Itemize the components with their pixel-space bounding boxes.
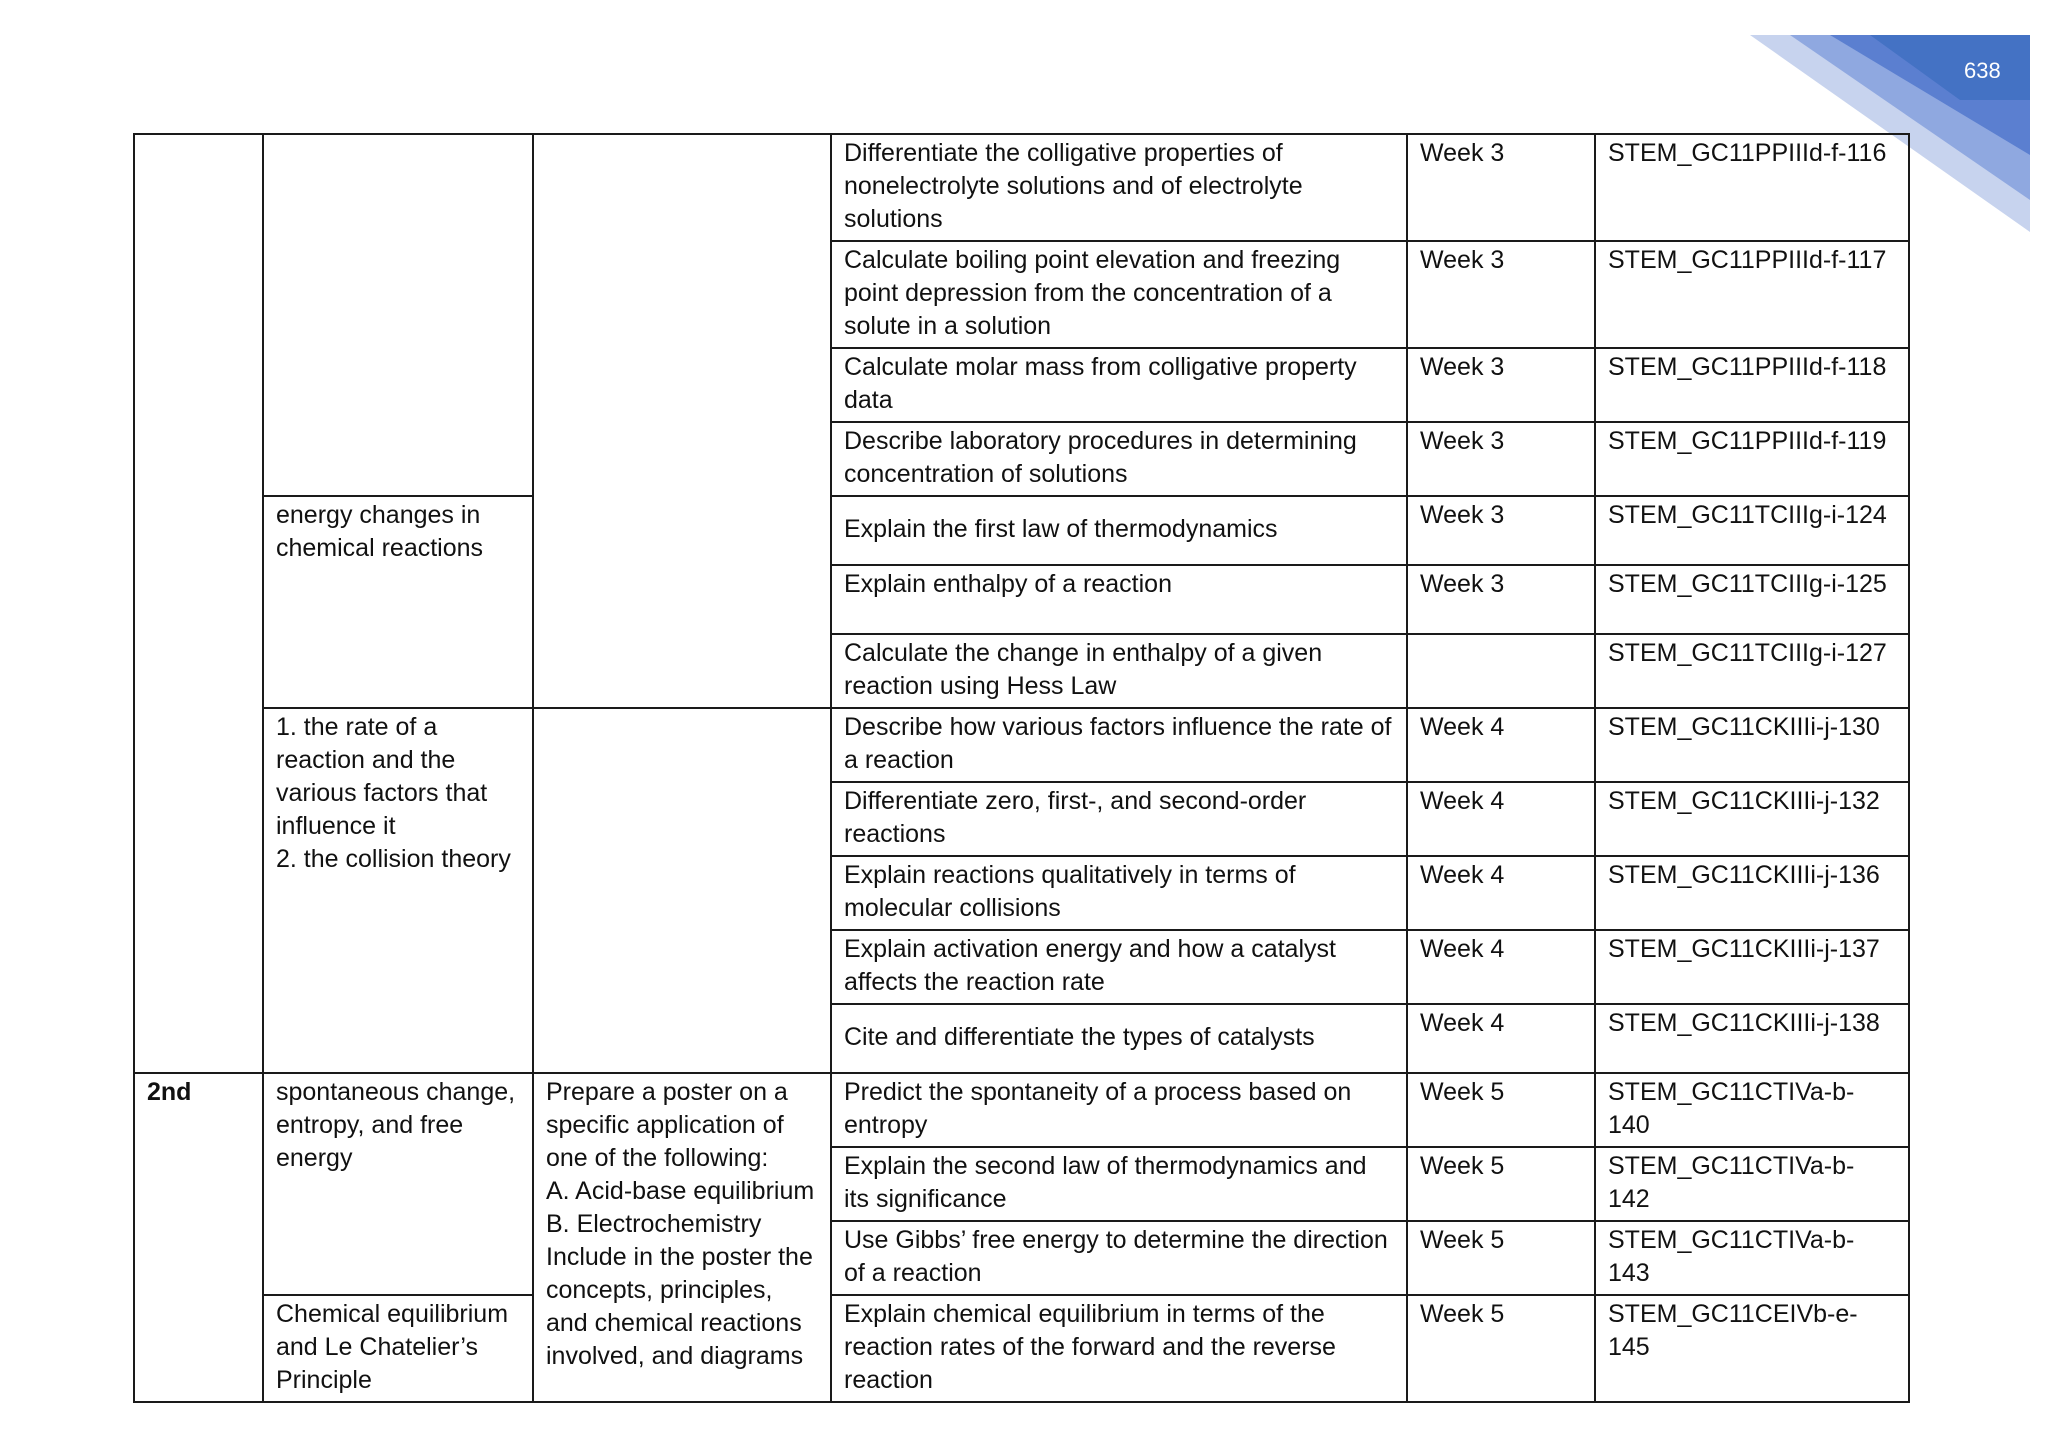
quarter-cell: 2nd [134,1073,263,1402]
code-cell: STEM_GC11PPIIId-f-117 [1595,241,1909,348]
curriculum-table [133,133,1910,1403]
code-cell: STEM_GC11CTIVa-b-140 [1595,1073,1909,1147]
objective-cell: Use Gibbs’ free energy to determine the direction of a reaction [831,1221,1407,1295]
week-cell: Week 4 [1407,930,1595,1004]
page-number: 638 [1964,58,2001,83]
objective-cell: Describe laboratory procedures in determining concentration of solutions [831,422,1407,496]
quarter-cell-empty [134,134,263,1073]
objective-cell: Differentiate zero, first-, and second-order reactions [831,782,1407,856]
week-cell: Week 3 [1407,134,1595,241]
week-cell: Week 4 [1407,708,1595,782]
code-cell: STEM_GC11PPIIId-f-119 [1595,422,1909,496]
week-cell: Week 3 [1407,565,1595,634]
week-cell: Week 5 [1407,1221,1595,1295]
objective-cell: Explain chemical equilibrium in terms of the reaction rates of the forward and the reverse reaction [831,1295,1407,1402]
content-cell-empty [263,134,533,496]
objective-cell: Explain reactions qualitatively in terms of molecular collisions [831,856,1407,930]
week-cell: Week 4 [1407,1004,1595,1073]
table-row [134,708,1909,782]
content-cell: spontaneous change, entropy, and free energy [263,1073,533,1295]
code-cell: STEM_GC11PPIIId-f-116 [1595,134,1909,241]
table-row [134,496,1909,565]
week-cell: Week 3 [1407,348,1595,422]
objective-cell: Calculate boiling point elevation and freezing point depression from the concentration of a solute in a solution [831,241,1407,348]
table-row [134,1073,1909,1147]
objective-cell: Calculate molar mass from colligative property data [831,348,1407,422]
week-cell: Week 5 [1407,1295,1595,1402]
objective-cell: Differentiate the colligative properties of nonelectrolyte solutions and of electrolyte solutions [831,134,1407,241]
table-row [134,1295,1909,1402]
code-cell: STEM_GC11CKIIIi-j-136 [1595,856,1909,930]
week-cell: Week 4 [1407,856,1595,930]
code-cell: STEM_GC11CTIVa-b-143 [1595,1221,1909,1295]
week-cell: Week 3 [1407,422,1595,496]
performance-cell-empty [533,708,831,1073]
performance-cell: Prepare a poster on a specific application of one of the following: A. Acid-base equilibrium B. Electrochemistry Include in the poster the concepts, principles, and chemical reactions involved, and diagrams [533,1073,831,1402]
week-cell: Week 3 [1407,241,1595,348]
content-cell: energy changes in chemical reactions [263,496,533,708]
week-cell: Week 4 [1407,782,1595,856]
objective-cell: Predict the spontaneity of a process based on entropy [831,1073,1407,1147]
week-cell [1407,634,1595,708]
code-cell: STEM_GC11TCIIIg-i-124 [1595,496,1909,565]
code-cell: STEM_GC11CKIIIi-j-138 [1595,1004,1909,1073]
week-cell: Week 5 [1407,1073,1595,1147]
week-cell: Week 3 [1407,496,1595,565]
objective-cell: Explain enthalpy of a reaction [831,565,1407,634]
code-cell: STEM_GC11CTIVa-b-142 [1595,1147,1909,1221]
content-cell: 1. the rate of a reaction and the various factors that influence it 2. the collision theory [263,708,533,1073]
objective-cell: Cite and differentiate the types of catalysts [831,1004,1407,1073]
code-cell: STEM_GC11CKIIIi-j-130 [1595,708,1909,782]
table-row [134,134,1909,241]
objective-cell: Explain activation energy and how a catalyst affects the reaction rate [831,930,1407,1004]
code-cell: STEM_GC11TCIIIg-i-127 [1595,634,1909,708]
week-cell: Week 5 [1407,1147,1595,1221]
objective-cell: Explain the first law of thermodynamics [831,496,1407,565]
objective-cell: Explain the second law of thermodynamics and its significance [831,1147,1407,1221]
content-cell: Chemical equilibrium and Le Chatelier’s Principle [263,1295,533,1402]
code-cell: STEM_GC11CKIIIi-j-132 [1595,782,1909,856]
performance-cell-empty [533,134,831,708]
code-cell: STEM_GC11CKIIIi-j-137 [1595,930,1909,1004]
code-cell: STEM_GC11CEIVb-e-145 [1595,1295,1909,1402]
objective-cell: Describe how various factors influence the rate of a reaction [831,708,1407,782]
objective-cell: Calculate the change in enthalpy of a given reaction using Hess Law [831,634,1407,708]
code-cell: STEM_GC11PPIIId-f-118 [1595,348,1909,422]
code-cell: STEM_GC11TCIIIg-i-125 [1595,565,1909,634]
